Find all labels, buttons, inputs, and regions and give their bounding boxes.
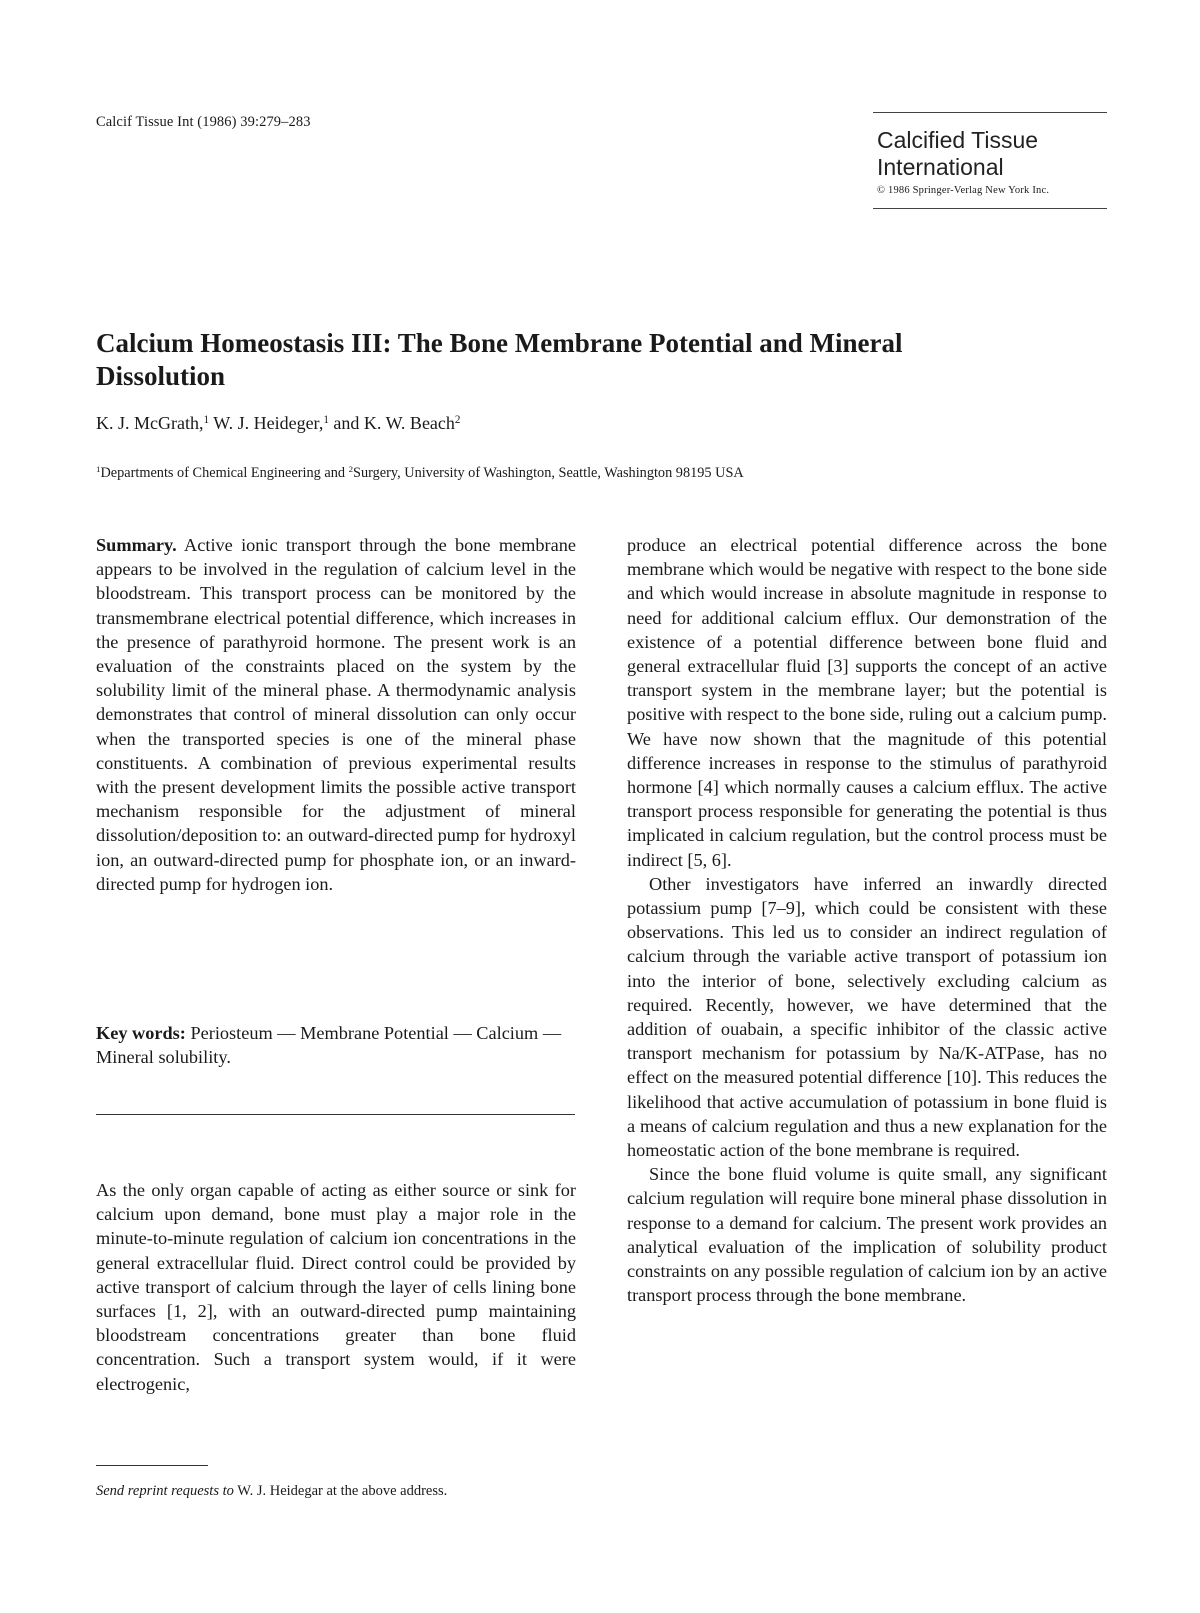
journal-masthead [873, 112, 1107, 209]
reprint-footnote [96, 1483, 447, 1500]
affil-marker-1: 1 [96, 464, 101, 475]
footnote-text: W. J. Heidegar at the above address. [233, 1483, 448, 1499]
author-list [96, 413, 460, 434]
author-1-affil-marker: 1 [203, 413, 210, 426]
author-3-affil-marker: 2 [454, 413, 461, 426]
article-title: Calcium Homeostasis III: The Bone Membrane Potential and Mineral Dissolution [96, 328, 903, 391]
keywords-text: Periosteum — Membrane Potential — Calcium — Mineral solubility. [96, 1023, 562, 1068]
keywords-block [96, 1021, 576, 1069]
body-paragraph: produce an electrical potential difference across the bone membrane which would be negative with respect to the bone side and which would increase in absolute magnitude in response to need for additional calcium efflux. Our demonstration of the existence of a potential difference between bone fluid and general extracellular fluid [3] supports the concept of an active transport system in the membrane layer; but the potential is positive with respect to the bone side, ruling out a calcium pump. We have now shown that the magnitude of this potential difference increases in response to the stimulus of parathyroid hormone [4] which normally causes a calcium efflux. The active transport process responsible for generating the potential is thus implicated in calcium regulation, but the control process must be indirect [5, 6]. [627, 535, 1107, 870]
intro-block [96, 1178, 576, 1396]
section-divider [96, 1114, 575, 1115]
summary-label: Summary. [96, 535, 177, 555]
summary-text: Active ionic transport through the bone membrane appears to be involved in the regulation of calcium level in the bloodstream. This transport process can be monitored by the transmembrane electrical potential difference, which increases in the presence of parathyroid hormone. The present work is an evaluation of the constraints placed on the system by the solubility limit of the mineral phase. A thermodynamic analysis demonstrates that control of mineral dissolution can only occur when the transported species is one of the mineral phase constituents. A combination of previous experimental results with the present development limits the possible active transport mechanism responsible for the adjustment of mineral dissolution/deposition to: an outward-directed pump for hydroxyl ion, an outward-directed pump for phosphate ion, or an inward-directed pump for hydrogen ion. [96, 535, 576, 894]
journal-citation: Calcif Tissue Int (1986) 39:279–283 [96, 114, 311, 130]
right-column [627, 533, 1107, 1308]
author-conjunction: and [333, 413, 360, 433]
affil-text-1: Departments of Chemical Engineering and [100, 465, 349, 481]
intro-paragraph: As the only organ capable of acting as either source or sink for calcium upon demand, bone must play a major role in the minute-to-minute regulation of calcium ion concentrations in the general extracellular fluid. Direct control could be provided by active transport of calcium through the layer of cells lining bone surfaces [1, 2], with an outward-directed pump maintaining bloodstream concentrations greater than bone fluid concentration. Such a transport system would, if it were electrogenic, [96, 1180, 576, 1394]
author-1: K. J. McGrath, [96, 413, 204, 433]
affil-text-2: Surgery, University of Washington, Seattle, Washington 98195 USA [353, 465, 744, 481]
journal-name-line1: Calcified Tissue [877, 127, 1039, 153]
footnote-divider [96, 1465, 208, 1466]
journal-name-line2: International [877, 154, 1004, 180]
author-2-affil-marker: 1 [323, 413, 329, 426]
author-3: K. W. Beach [363, 413, 455, 433]
copyright-notice: © 1986 Springer-Verlag New York Inc. [877, 185, 1050, 196]
body-paragraph: Since the bone fluid volume is quite small, any significant calcium regulation will require bone mineral phase dissolution in response to a demand for calcium. The present work provides an analytical evaluation of the implication of solubility product constraints on any possible regulation of calcium ion by an active transport process through the bone membrane. [627, 1164, 1107, 1306]
summary-block [96, 533, 576, 896]
author-2: W. J. Heideger, [213, 413, 324, 433]
keywords-label: Key words: [96, 1023, 186, 1043]
affil-marker-2: 2 [348, 464, 354, 475]
footnote-italic: Send reprint requests to [96, 1483, 234, 1499]
journal-name [877, 127, 1107, 181]
affiliation [96, 465, 744, 482]
body-paragraph: Other investigators have inferred an inwardly directed potassium pump [7–9], which could be consistent with these observations. This led us to consider an indirect regulation of calcium through the variable active transport of potassium ion into the interior of bone, selectively excluding calcium as required. Recently, however, we have determined that the addition of ouabain, a specific inhibitor of the classic active transport mechanism for potassium by Na/K-ATPase, has no effect on the measured potential difference [10]. This reduces the likelihood that active accumulation of potassium in bone fluid is a means of calcium regulation and thus a new explanation for the homeostatic action of the bone membrane is required. [627, 873, 1107, 1161]
